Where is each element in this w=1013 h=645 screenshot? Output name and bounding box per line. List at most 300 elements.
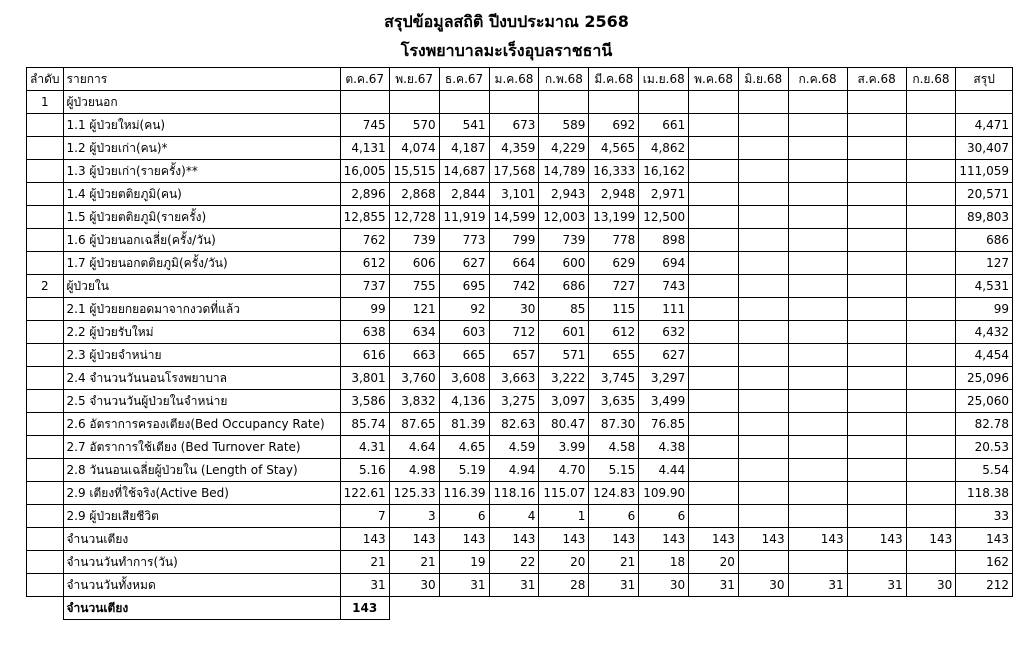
row-value: 20 (689, 551, 739, 574)
row-summary: 4,432 (956, 321, 1013, 344)
table-row (27, 206, 1013, 229)
row-value: 799 (489, 229, 539, 252)
row-value: 4.64 (389, 436, 439, 459)
row-summary: 30,407 (956, 137, 1013, 160)
row-value: 21 (340, 551, 389, 574)
row-value: 673 (489, 114, 539, 137)
row-value: 3,586 (340, 390, 389, 413)
table-row (27, 321, 1013, 344)
row-value (906, 344, 956, 367)
header-month: ก.ย.68 (906, 68, 956, 91)
row-value: 115.07 (539, 482, 589, 505)
row-value: 6 (439, 505, 489, 528)
row-value (788, 551, 847, 574)
row-value: 4.31 (340, 436, 389, 459)
row-summary: 20,571 (956, 183, 1013, 206)
row-value: 12,500 (639, 206, 689, 229)
row-value (738, 275, 788, 298)
row-value: 6 (589, 505, 639, 528)
table-row (27, 574, 1013, 597)
row-index (27, 252, 64, 275)
row-value: 3,499 (639, 390, 689, 413)
row-value: 692 (589, 114, 639, 137)
row-value (689, 275, 739, 298)
row-value (906, 160, 956, 183)
row-value: 12,728 (389, 206, 439, 229)
row-index (27, 137, 64, 160)
row-value: 14,599 (489, 206, 539, 229)
row-value (906, 137, 956, 160)
row-value: 694 (639, 252, 689, 275)
row-label: 2.9 เตียงที่ใช้จริง(Active Bed) (63, 482, 340, 505)
row-value: 115 (589, 298, 639, 321)
table-row (27, 160, 1013, 183)
row-value: 3,635 (589, 390, 639, 413)
header-month: ต.ค.67 (340, 68, 389, 91)
row-value: 600 (539, 252, 589, 275)
row-value: 14,789 (539, 160, 589, 183)
row-value (906, 91, 956, 114)
row-value: 3,801 (340, 367, 389, 390)
header-month: เม.ย.68 (639, 68, 689, 91)
row-value (738, 482, 788, 505)
row-value (788, 367, 847, 390)
row-value: 16,333 (589, 160, 639, 183)
row-value (906, 114, 956, 137)
row-value: 3,745 (589, 367, 639, 390)
row-value: 14,687 (439, 160, 489, 183)
table-row (27, 436, 1013, 459)
footer-blank (847, 597, 906, 620)
row-index (27, 482, 64, 505)
row-value (906, 275, 956, 298)
header-row (27, 68, 1013, 91)
row-index (27, 321, 64, 344)
row-value: 31 (847, 574, 906, 597)
row-value: 3,760 (389, 367, 439, 390)
row-value: 695 (439, 275, 489, 298)
row-value (906, 321, 956, 344)
row-value (738, 436, 788, 459)
header-month: ก.พ.68 (539, 68, 589, 91)
row-value (738, 551, 788, 574)
table-row (27, 298, 1013, 321)
row-value: 143 (788, 528, 847, 551)
row-value: 3,101 (489, 183, 539, 206)
row-value (847, 459, 906, 482)
row-value (738, 344, 788, 367)
row-value: 76.85 (639, 413, 689, 436)
row-value (847, 137, 906, 160)
row-value: 31 (689, 574, 739, 597)
row-value (788, 482, 847, 505)
row-value: 109.90 (639, 482, 689, 505)
row-index (27, 206, 64, 229)
row-label: ผู้ป่วยนอก (63, 91, 340, 114)
row-summary: 99 (956, 298, 1013, 321)
row-value (847, 367, 906, 390)
row-value: 4,229 (539, 137, 589, 160)
row-value: 92 (439, 298, 489, 321)
row-label: 2.5 จำนวนวันผู้ป่วยในจำหน่าย (63, 390, 340, 413)
row-value (738, 321, 788, 344)
footer-blank (906, 597, 956, 620)
footer-blank (489, 597, 539, 620)
row-value (847, 298, 906, 321)
footer-blank (27, 597, 64, 620)
row-value (738, 114, 788, 137)
row-value: 99 (340, 298, 389, 321)
row-index (27, 229, 64, 252)
row-value: 616 (340, 344, 389, 367)
row-label: 1.4 ผู้ป่วยตติยภูมิ(คน) (63, 183, 340, 206)
row-value (738, 367, 788, 390)
report-title: สรุปข้อมูลสถิติ ปีงบประมาณ 2568 (384, 12, 629, 31)
row-value: 143 (639, 528, 689, 551)
row-label: 1.7 ผู้ป่วยนอกตติยภูมิ(ครั้ง/วัน) (63, 252, 340, 275)
table-row (27, 183, 1013, 206)
row-index (27, 344, 64, 367)
row-value: 143 (439, 528, 489, 551)
row-value (906, 482, 956, 505)
row-value: 4.44 (639, 459, 689, 482)
row-value (689, 206, 739, 229)
row-value: 3,097 (539, 390, 589, 413)
row-value: 3,663 (489, 367, 539, 390)
row-value: 571 (539, 344, 589, 367)
row-value: 31 (439, 574, 489, 597)
row-label: 1.2 ผู้ป่วยเก่า(คน)* (63, 137, 340, 160)
row-value: 612 (340, 252, 389, 275)
row-value (906, 551, 956, 574)
row-value (689, 436, 739, 459)
row-value: 601 (539, 321, 589, 344)
footer-blank (539, 597, 589, 620)
row-value: 2,948 (589, 183, 639, 206)
row-index (27, 160, 64, 183)
row-value: 87.30 (589, 413, 639, 436)
row-value: 31 (340, 574, 389, 597)
row-value: 655 (589, 344, 639, 367)
row-value: 30 (906, 574, 956, 597)
row-value: 739 (539, 229, 589, 252)
row-value: 143 (340, 528, 389, 551)
row-value: 4,074 (389, 137, 439, 160)
row-summary: 143 (956, 528, 1013, 551)
row-value: 606 (389, 252, 439, 275)
row-value: 4.70 (539, 459, 589, 482)
row-value: 3 (389, 505, 439, 528)
row-value (788, 344, 847, 367)
row-value: 727 (589, 275, 639, 298)
row-value: 31 (489, 574, 539, 597)
row-index (27, 459, 64, 482)
row-value (738, 505, 788, 528)
footer-blank (589, 597, 639, 620)
row-value (847, 436, 906, 459)
row-value: 3,275 (489, 390, 539, 413)
row-value: 12,003 (539, 206, 589, 229)
row-value: 12,855 (340, 206, 389, 229)
row-value (689, 252, 739, 275)
row-value: 4,131 (340, 137, 389, 160)
row-value: 121 (389, 298, 439, 321)
row-value (689, 91, 739, 114)
row-value: 778 (589, 229, 639, 252)
row-value: 125.33 (389, 482, 439, 505)
row-value: 122.61 (340, 482, 389, 505)
table-row (27, 367, 1013, 390)
row-value: 5.15 (589, 459, 639, 482)
row-value: 11,919 (439, 206, 489, 229)
row-value (788, 229, 847, 252)
row-value: 541 (439, 114, 489, 137)
table-row (27, 459, 1013, 482)
row-value: 143 (847, 528, 906, 551)
row-value: 745 (340, 114, 389, 137)
table-row (27, 505, 1013, 528)
footer-blank (639, 597, 689, 620)
row-value (689, 390, 739, 413)
row-value: 773 (439, 229, 489, 252)
row-value: 82.63 (489, 413, 539, 436)
row-index (27, 528, 64, 551)
row-value (906, 436, 956, 459)
footer-blank (439, 597, 489, 620)
row-label: จำนวนวันทำการ(วัน) (63, 551, 340, 574)
row-value (738, 252, 788, 275)
row-value: 663 (389, 344, 439, 367)
row-value (689, 505, 739, 528)
row-value (906, 367, 956, 390)
row-value: 4,359 (489, 137, 539, 160)
row-value: 762 (340, 229, 389, 252)
row-value (847, 551, 906, 574)
header-index: ลำดับ (27, 68, 64, 91)
row-value (738, 413, 788, 436)
row-value: 4.38 (639, 436, 689, 459)
row-value: 30 (639, 574, 689, 597)
row-summary: 127 (956, 252, 1013, 275)
table-row (27, 252, 1013, 275)
row-value: 18 (639, 551, 689, 574)
row-value: 657 (489, 344, 539, 367)
row-value: 81.39 (439, 413, 489, 436)
row-value (847, 206, 906, 229)
row-index: 2 (27, 275, 64, 298)
table-row (27, 91, 1013, 114)
row-value: 3,608 (439, 367, 489, 390)
row-value: 627 (639, 344, 689, 367)
row-value: 4.65 (439, 436, 489, 459)
row-value (906, 229, 956, 252)
row-value: 4.94 (489, 459, 539, 482)
row-label: จำนวนวันทั้งหมด (63, 574, 340, 597)
footer-blank (689, 597, 739, 620)
table-row (27, 137, 1013, 160)
row-value (847, 390, 906, 413)
row-value (788, 390, 847, 413)
footer-row (27, 597, 1013, 620)
row-value: 118.16 (489, 482, 539, 505)
footer-blank (738, 597, 788, 620)
row-value: 80.47 (539, 413, 589, 436)
row-value: 143 (689, 528, 739, 551)
row-value: 629 (589, 252, 639, 275)
row-index (27, 551, 64, 574)
row-value (788, 137, 847, 160)
table-row (27, 551, 1013, 574)
row-label: 2.8 วันนอนเฉลี่ยผู้ป่วยใน (Length of Stay) (63, 459, 340, 482)
row-value (689, 160, 739, 183)
row-value: 661 (639, 114, 689, 137)
row-value (788, 436, 847, 459)
row-value (906, 390, 956, 413)
row-value (738, 137, 788, 160)
row-value: 2,943 (539, 183, 589, 206)
row-value (689, 298, 739, 321)
row-value: 30 (389, 574, 439, 597)
row-value (788, 459, 847, 482)
row-value (539, 91, 589, 114)
row-value: 22 (489, 551, 539, 574)
header-summary: สรุป (956, 68, 1013, 91)
row-value: 4 (489, 505, 539, 528)
row-value (340, 91, 389, 114)
row-label: ผู้ป่วยใน (63, 275, 340, 298)
row-value (738, 206, 788, 229)
table-row (27, 229, 1013, 252)
row-label: 2.6 อัตราการครองเตียง(Bed Occupancy Rate) (63, 413, 340, 436)
row-value (788, 413, 847, 436)
row-value (738, 229, 788, 252)
row-value: 85.74 (340, 413, 389, 436)
row-label: 2.3 ผู้ป่วยจำหน่าย (63, 344, 340, 367)
row-value (847, 344, 906, 367)
row-value: 739 (389, 229, 439, 252)
row-value (906, 298, 956, 321)
row-value (847, 183, 906, 206)
row-value (788, 160, 847, 183)
row-label: 2.7 อัตราการใช้เตียง (Bed Turnover Rate) (63, 436, 340, 459)
row-value (847, 275, 906, 298)
row-value: 17,568 (489, 160, 539, 183)
row-value: 30 (489, 298, 539, 321)
row-value (847, 321, 906, 344)
hospital-name: โรงพยาบาลมะเร็งอุบลราชธานี (400, 41, 613, 60)
row-value (689, 344, 739, 367)
row-value (906, 206, 956, 229)
row-value: 143 (489, 528, 539, 551)
row-value: 638 (340, 321, 389, 344)
row-value (788, 275, 847, 298)
header-month: พ.ค.68 (689, 68, 739, 91)
row-value (788, 321, 847, 344)
row-value: 742 (489, 275, 539, 298)
row-label: 2.2 ผู้ป่วยรับใหม่ (63, 321, 340, 344)
row-value (639, 91, 689, 114)
row-value (689, 482, 739, 505)
row-value: 31 (589, 574, 639, 597)
table-row (27, 482, 1013, 505)
row-value (689, 367, 739, 390)
row-value: 2,896 (340, 183, 389, 206)
row-value: 589 (539, 114, 589, 137)
table-row (27, 344, 1013, 367)
row-value (689, 459, 739, 482)
row-value: 4,565 (589, 137, 639, 160)
row-value (689, 137, 739, 160)
row-value: 124.83 (589, 482, 639, 505)
row-value: 3,222 (539, 367, 589, 390)
row-summary: 686 (956, 229, 1013, 252)
row-value: 21 (589, 551, 639, 574)
row-value: 3,832 (389, 390, 439, 413)
footer-blank (788, 597, 847, 620)
row-index (27, 413, 64, 436)
row-summary (956, 91, 1013, 114)
row-value: 143 (389, 528, 439, 551)
row-label: 1.6 ผู้ป่วยนอกเฉลี่ย(ครั้ง/วัน) (63, 229, 340, 252)
row-label: 1.3 ผู้ป่วยเก่า(รายครั้ง)** (63, 160, 340, 183)
row-summary: 118.38 (956, 482, 1013, 505)
row-value: 13,199 (589, 206, 639, 229)
header-month: พ.ย.67 (389, 68, 439, 91)
row-value (847, 229, 906, 252)
header-month: ส.ค.68 (847, 68, 906, 91)
row-index (27, 505, 64, 528)
row-summary: 4,531 (956, 275, 1013, 298)
row-value: 3.99 (539, 436, 589, 459)
row-value: 5.16 (340, 459, 389, 482)
row-value: 30 (738, 574, 788, 597)
row-value (788, 206, 847, 229)
row-value: 16,005 (340, 160, 389, 183)
row-value: 664 (489, 252, 539, 275)
row-value (788, 114, 847, 137)
row-summary: 5.54 (956, 459, 1013, 482)
row-value (847, 413, 906, 436)
row-value (788, 183, 847, 206)
row-value: 1 (539, 505, 589, 528)
row-value (788, 505, 847, 528)
row-value (906, 252, 956, 275)
row-summary: 212 (956, 574, 1013, 597)
row-value: 686 (539, 275, 589, 298)
row-value: 143 (539, 528, 589, 551)
row-summary: 20.53 (956, 436, 1013, 459)
row-value: 4.58 (589, 436, 639, 459)
row-index: 1 (27, 91, 64, 114)
row-value (906, 459, 956, 482)
row-summary: 25,060 (956, 390, 1013, 413)
row-summary: 82.78 (956, 413, 1013, 436)
row-value: 111 (639, 298, 689, 321)
footer-blank (956, 597, 1013, 620)
row-value: 737 (340, 275, 389, 298)
row-label: 1.5 ผู้ป่วยตติยภูมิ(รายครั้ง) (63, 206, 340, 229)
header-month: ธ.ค.67 (439, 68, 489, 91)
row-value: 19 (439, 551, 489, 574)
row-summary: 89,803 (956, 206, 1013, 229)
row-summary: 111,059 (956, 160, 1013, 183)
row-index (27, 436, 64, 459)
row-value: 665 (439, 344, 489, 367)
row-index (27, 574, 64, 597)
row-value: 603 (439, 321, 489, 344)
row-value (489, 91, 539, 114)
row-value: 4,136 (439, 390, 489, 413)
